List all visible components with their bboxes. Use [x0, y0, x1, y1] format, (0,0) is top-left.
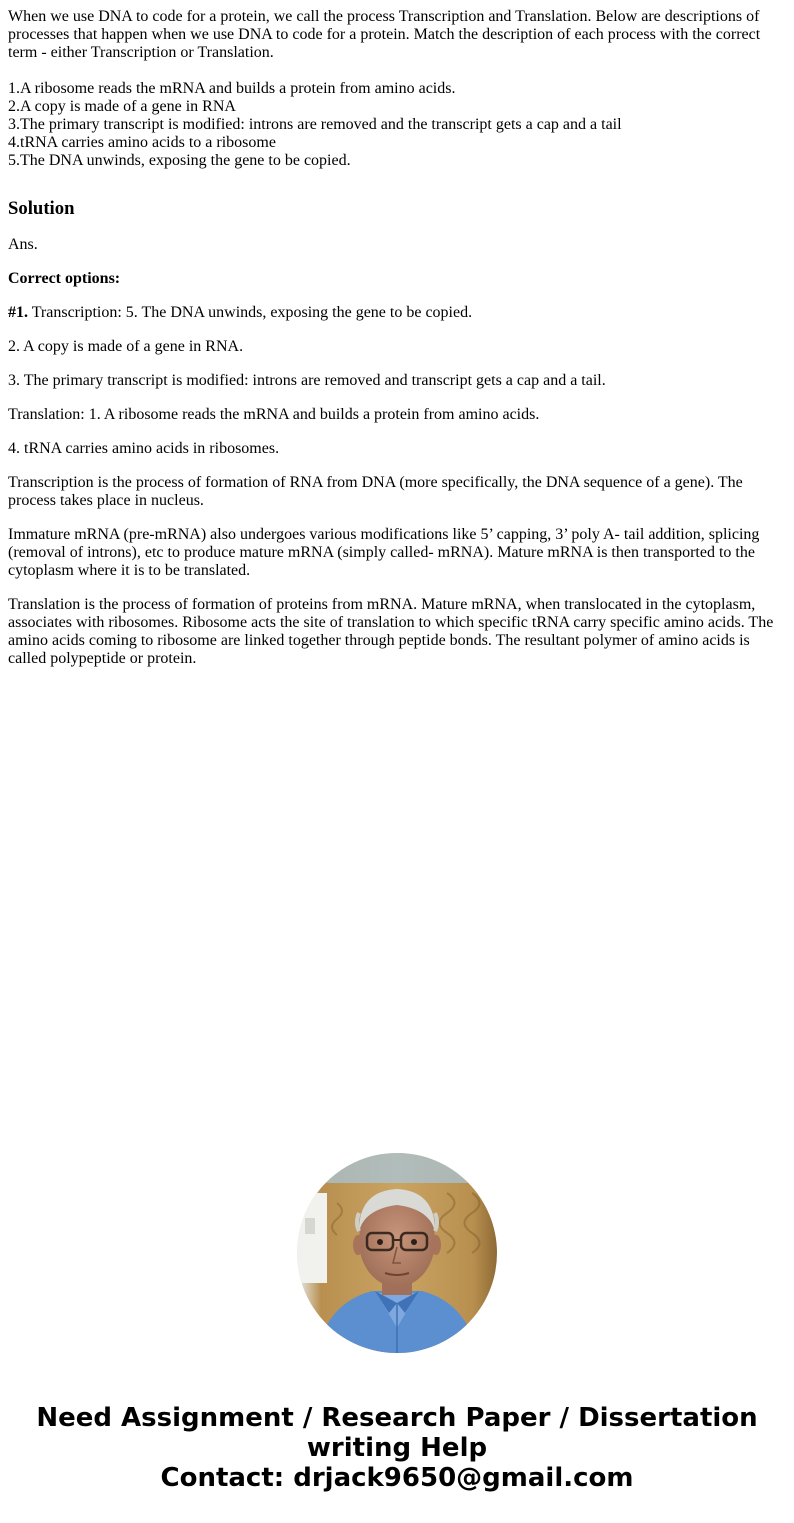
question-intro: When we use DNA to code for a protein, we call the process Transcription and Translation. Below are descriptions of processes that happen when we use DNA to code for a protein. Match the description of each process with the correct term - either Transcription or Translation.	[8, 8, 761, 61]
document-body	[8, 8, 778, 684]
avatar	[297, 1153, 497, 1353]
question-list	[8, 80, 778, 170]
answer-line-3: 3. The primary transcript is modified: introns are removed and transcript gets a cap and a tail.	[8, 372, 606, 389]
explanation-mrna-processing: Immature mRNA (pre-mRNA) also undergoes various modifications like 5’ capping, 3’ poly A- tail addition, splicing (removal of introns), etc to produce mature mRNA (simply called- mRNA). Mature mRNA is then transported to the cytoplasm where it is to be translated.	[8, 526, 760, 579]
question-item-4: 4.tRNA carries amino acids to a ribosome	[8, 134, 276, 151]
explanation-transcription: Transcription is the process of formation of RNA from DNA (more specifically, the DNA sequence of a gene). The process takes place in nucleus.	[8, 474, 743, 509]
answer-line-1-number: #1.	[8, 304, 28, 321]
question-item-2: 2.A copy is made of a gene in RNA	[8, 98, 236, 115]
question-item-5: 5.The DNA unwinds, exposing the gene to be copied.	[8, 152, 351, 169]
footer-line-1: Need Assignment / Research Paper / Dissertation	[36, 1403, 758, 1433]
question-item-3: 3.The primary transcript is modified: introns are removed and the transcript gets a cap and a tail	[8, 116, 622, 133]
answer-line-2: 2. A copy is made of a gene in RNA.	[8, 338, 244, 355]
explanation-translation: Translation is the process of formation of proteins from mRNA. Mature mRNA, when translocated in the cytoplasm, associates with ribosomes. Ribosome acts the site of translation to which specific tRNA carry specific amino acids. The amino acids coming to ribosome are linked together through peptide bonds. The resultant polymer of amino acids is called polypeptide or protein.	[8, 596, 774, 667]
footer-contact: Contact: drjack9650@gmail.com	[160, 1463, 634, 1493]
answer-label: Ans.	[8, 236, 38, 253]
answer-line-4: Translation: 1. A ribosome reads the mRNA and builds a protein from amino acids.	[8, 406, 540, 423]
promo-footer	[0, 1403, 794, 1493]
correct-options-label: Correct options:	[8, 270, 121, 287]
answer-line-1-text: Transcription: 5. The DNA unwinds, exposing the gene to be copied.	[28, 304, 473, 321]
answer-line-1	[8, 304, 778, 322]
solution-heading: Solution	[8, 198, 75, 219]
answer-line-5: 4. tRNA carries amino acids in ribosomes.	[8, 440, 280, 457]
footer-line-2: writing Help	[306, 1433, 488, 1463]
avatar-portrait-image	[297, 1153, 497, 1353]
question-item-1: 1.A ribosome reads the mRNA and builds a protein from amino acids.	[8, 80, 456, 97]
